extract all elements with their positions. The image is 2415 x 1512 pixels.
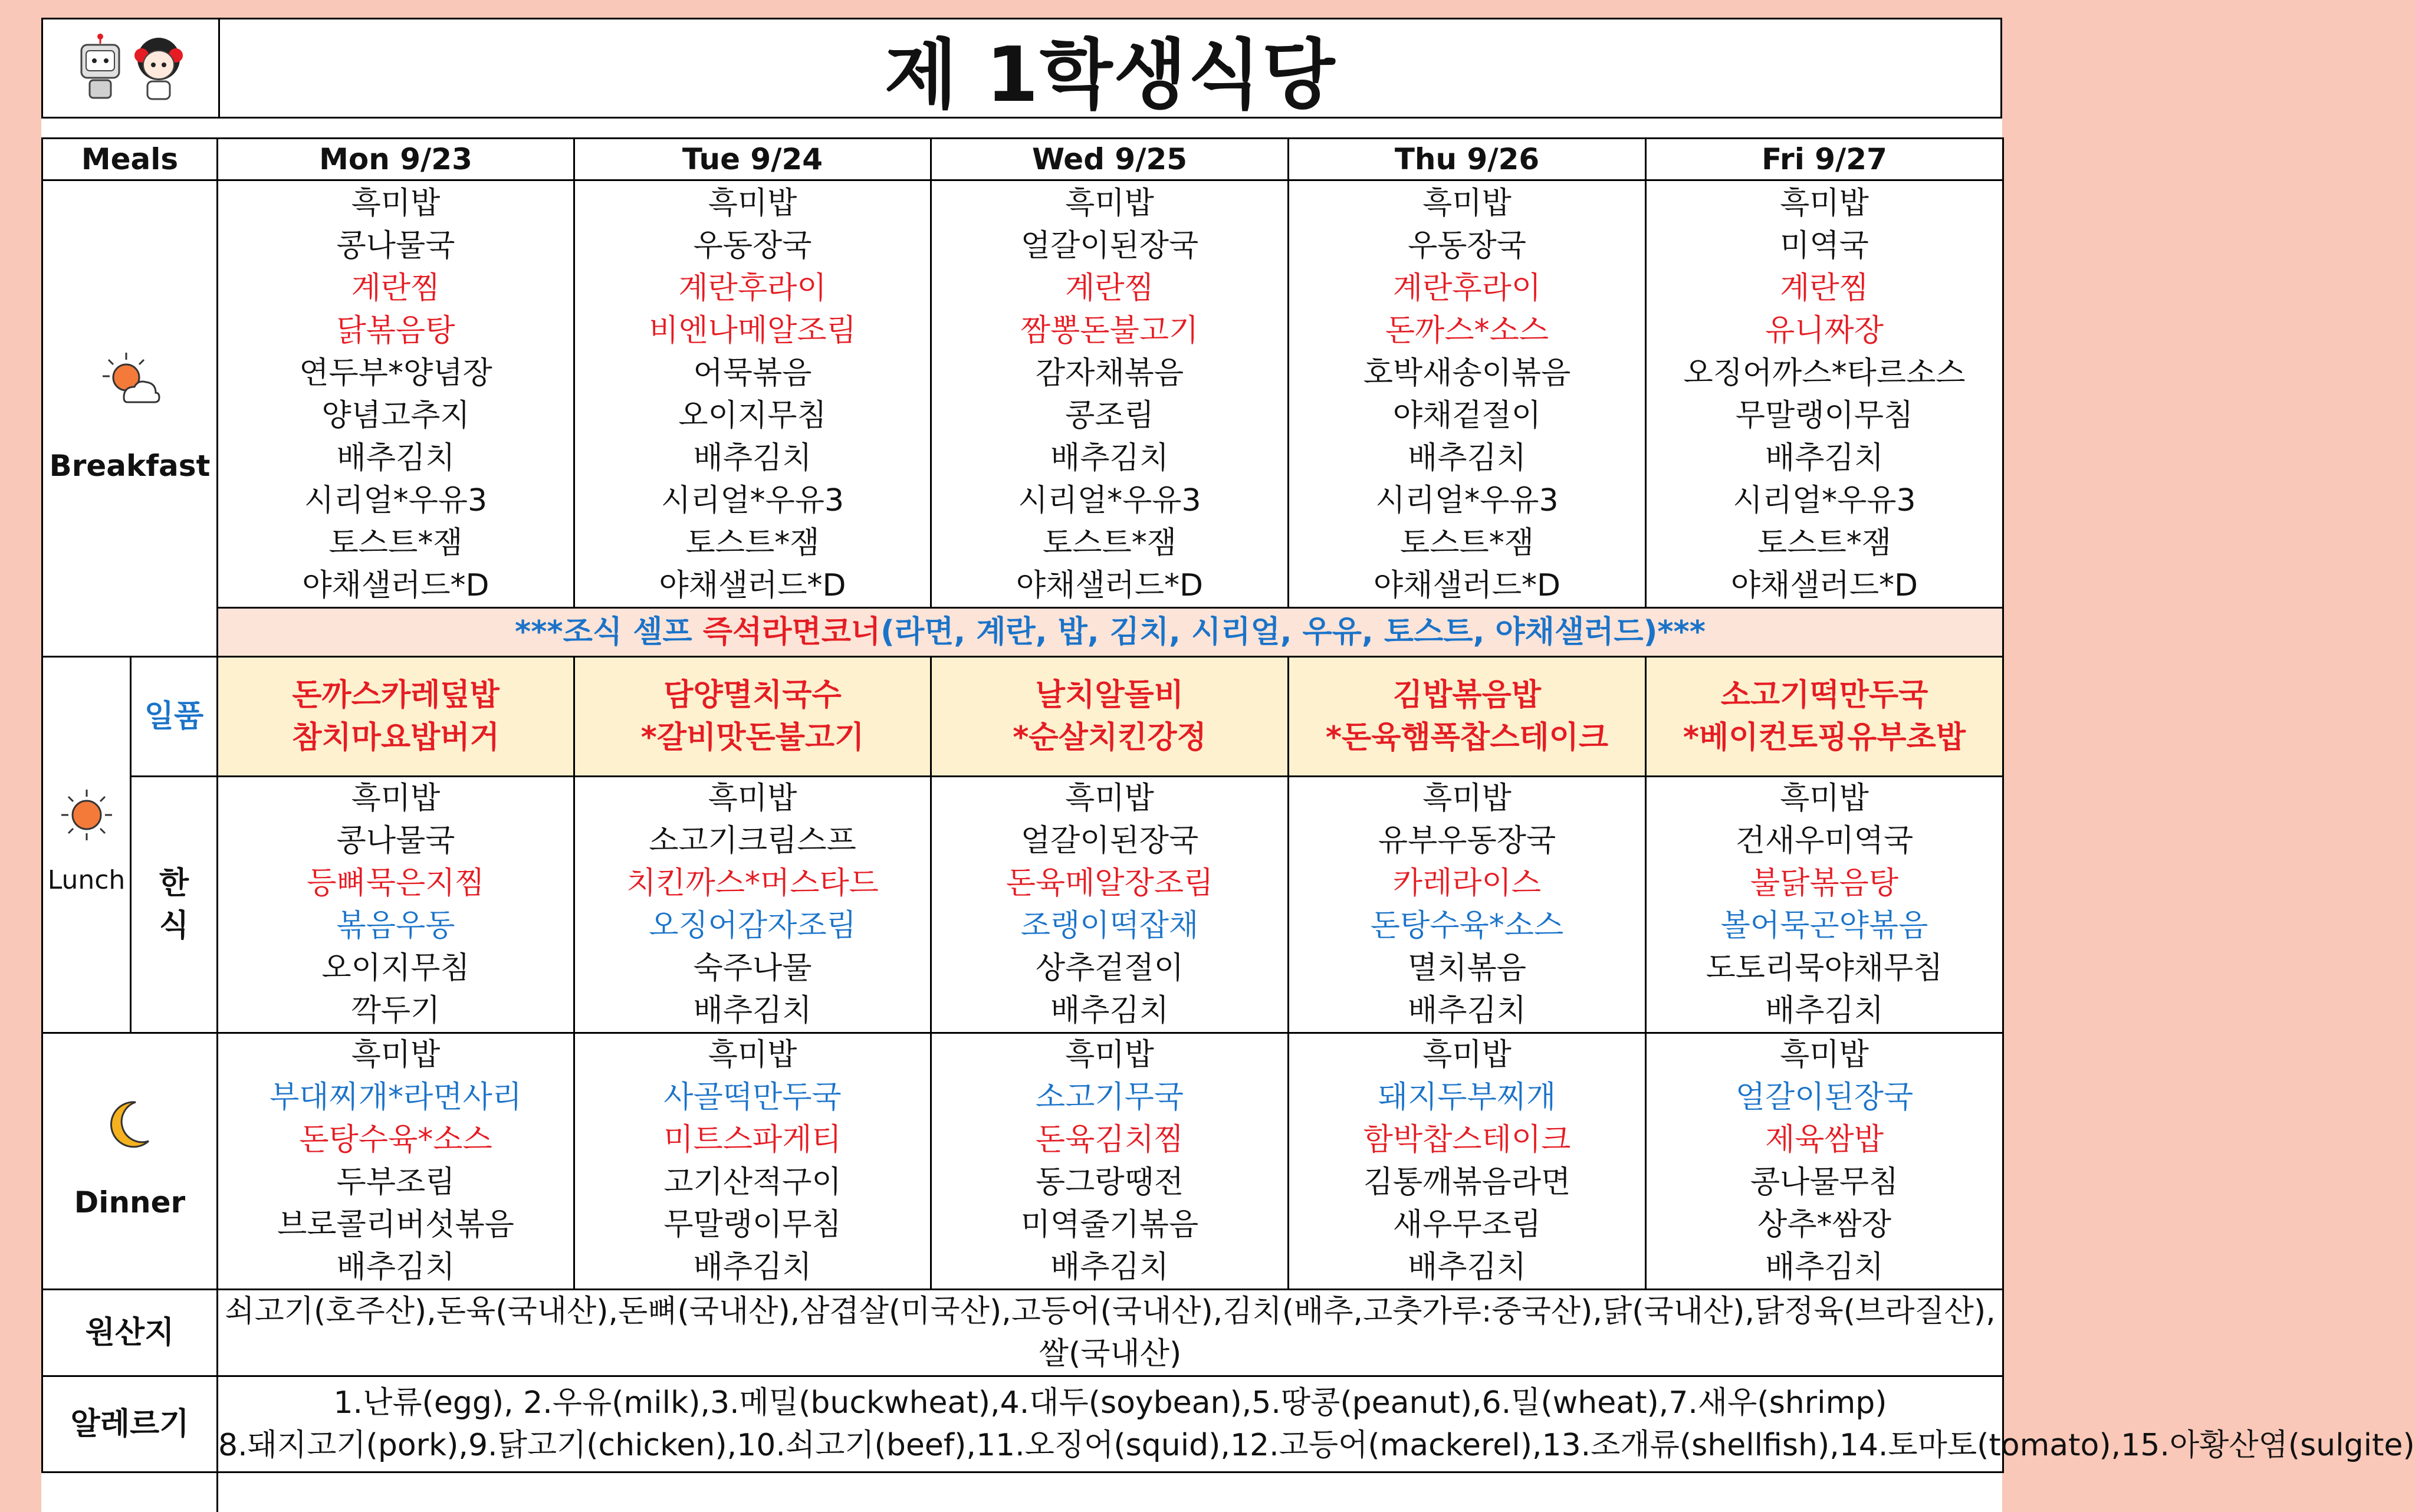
dish: 짬뽕돈불고기 <box>1020 313 1199 349</box>
dish: 계란후라이 <box>678 271 827 306</box>
self-bar-prefix: ***조식 셀프 <box>515 614 703 650</box>
dish: 도토리묵야채무침 <box>1706 951 1943 986</box>
dish: 야채샐러드*D <box>302 568 489 603</box>
dish: *갈비맛돈불고기 <box>640 720 865 755</box>
dish: 무말랭이무침 <box>663 1207 842 1243</box>
mascot-logo <box>43 19 220 117</box>
dish: 상추*쌈장 <box>1757 1207 1891 1243</box>
dish: 토스트*잼 <box>1043 525 1177 561</box>
dish: 흑미밥 <box>708 1037 797 1073</box>
dish-list <box>932 181 1287 607</box>
dish: 계란찜 <box>1065 271 1154 306</box>
dish: 미역줄기볶음 <box>1020 1207 1199 1243</box>
dish: 무말랭이무침 <box>1735 398 1914 433</box>
self-bar-row <box>42 608 2003 657</box>
breakfast-fri <box>1646 180 2003 608</box>
dish: 치킨까스*머스타드 <box>626 866 879 901</box>
dish: 흑미밥 <box>351 1037 441 1073</box>
lunch-hansik-row <box>42 777 2003 1033</box>
breakfast-thu <box>1289 180 1646 608</box>
ilpoom-fri <box>1646 657 2003 777</box>
hansik-tue <box>574 777 931 1033</box>
dish: 배추김치 <box>1050 1250 1169 1285</box>
dish: 콩조림 <box>1065 398 1154 433</box>
dish: 배추김치 <box>1765 441 1884 476</box>
dish: 소고기무국 <box>1035 1080 1184 1115</box>
dish: 배추김치 <box>336 441 455 476</box>
dish: 오이지무침 <box>678 398 827 433</box>
dish: 소고기떡만두국 <box>1720 678 1928 713</box>
dish: 우동장국 <box>1408 228 1526 264</box>
dish: 연두부*양념장 <box>299 356 492 391</box>
day-header-tue: Tue 9/24 <box>574 139 931 180</box>
page-title: 제 1학생식당 <box>884 31 1336 119</box>
dish: 야채샐러드*D <box>1373 568 1561 603</box>
breakfast-mon <box>218 180 574 608</box>
origin-label: 원산지 <box>42 1290 218 1376</box>
lunch-label-cell <box>42 657 131 1033</box>
dish: 미트스파게티 <box>663 1122 842 1158</box>
dish: 토스트*잼 <box>1757 525 1891 561</box>
dish: 돼지두부찌개 <box>1378 1080 1556 1115</box>
dish-list <box>1289 181 1645 607</box>
allergy-text <box>218 1376 2415 1472</box>
dish: 시리얼*우유3 <box>304 483 488 518</box>
dish: 어묵볶음 <box>693 356 812 391</box>
dish: 상추겉절이 <box>1035 951 1184 986</box>
dish: 야채샐러드*D <box>1016 568 1204 603</box>
dish: 흑미밥 <box>1065 186 1154 221</box>
dish: 호박새송이볶음 <box>1363 356 1571 391</box>
dish-list <box>1647 181 2002 607</box>
weekly-menu-table <box>41 137 2415 1473</box>
dish: 토스트*잼 <box>685 525 820 561</box>
dish: 시리얼*우유3 <box>1375 483 1559 518</box>
dish: 흑미밥 <box>1780 186 1869 221</box>
day-header-wed: Wed 9/25 <box>931 139 1289 180</box>
dish: 돈육김치찜 <box>1035 1122 1184 1158</box>
dish: 고기산적구이 <box>663 1165 842 1200</box>
dish: 우동장국 <box>693 228 812 264</box>
dish: 흑미밥 <box>351 781 441 816</box>
dish: 비엔나메알조림 <box>649 313 856 349</box>
breakfast-label: Breakfast <box>49 448 211 483</box>
dish: 흑미밥 <box>1780 781 1869 816</box>
dinner-label: Dinner <box>74 1185 186 1220</box>
hansik-thu <box>1289 777 1646 1033</box>
dish: 양념고추지 <box>321 398 470 433</box>
robot-mascot-icon <box>77 33 124 104</box>
moon-icon <box>106 1099 153 1152</box>
origin-text: 쇠고기(호주산),돈육(국내산),돈뼈(국내산),삼겹살(미국산),고등어(국내산),김치(배추,고춧가루:중국산),닭(국내산),닭정육(브라질산),쌀(국내산) <box>218 1290 2003 1376</box>
dinner-wed <box>931 1033 1289 1290</box>
dish: 시리얼*우유3 <box>1018 483 1201 518</box>
dish: 불닭볶음탕 <box>1750 866 1899 901</box>
allergy-line-2: 8.돼지고기(pork),9.닭고기(chicken),10.쇠고기(beef),11.오징어(squid),12.고등어(mackerel),13.조개류(shellfish),14.토마토(tomato),15.아황산염(sulgite) <box>218 1428 2415 1463</box>
dish: 사골떡만두국 <box>663 1080 842 1115</box>
day-header-mon: Mon 9/23 <box>218 139 574 180</box>
breakfast-tue <box>574 180 931 608</box>
dish: 배추김치 <box>1050 993 1169 1028</box>
allergy-row <box>42 1376 2003 1472</box>
dish: 동그랑땡전 <box>1035 1165 1184 1200</box>
day-header-row <box>42 139 2003 180</box>
dish: 흑미밥 <box>1422 1037 1512 1073</box>
dish: 담양멸치국수 <box>663 678 842 713</box>
dish: 오징어감자조림 <box>649 908 856 944</box>
dish: 배추김치 <box>336 1250 455 1285</box>
breakfast-label-cell <box>42 180 218 657</box>
lunch-ilpoom-row <box>42 657 2003 777</box>
ilpoom-wed <box>931 657 1289 777</box>
dish: 유니짜장 <box>1765 313 1884 349</box>
dish: 흑미밥 <box>1422 781 1512 816</box>
hansik-label-1: 한 <box>159 866 189 901</box>
dish: 계란후라이 <box>1392 271 1542 306</box>
dish: *순살치킨강정 <box>1013 720 1207 755</box>
dish: 카레라이스 <box>1392 866 1542 901</box>
dish-list <box>575 181 930 607</box>
ilpoom-thu <box>1289 657 1646 777</box>
hansik-label <box>131 777 218 1033</box>
dish: 숙주나물 <box>693 951 812 986</box>
left-column-extension <box>41 1468 218 1512</box>
hansik-fri <box>1646 777 2003 1033</box>
hansik-wed <box>931 777 1289 1033</box>
breakfast-row <box>42 180 2003 608</box>
dish: 시리얼*우유3 <box>1733 483 1916 518</box>
dish: 등뼈묵은지찜 <box>307 866 485 901</box>
dinner-row <box>42 1033 2003 1290</box>
dish: 소고기크림스프 <box>649 823 856 859</box>
dish: 흑미밥 <box>1422 186 1512 221</box>
dinner-tue <box>574 1033 931 1290</box>
dish: 볼어묵곤약볶음 <box>1720 908 1928 944</box>
dish: 시리얼*우유3 <box>661 483 845 518</box>
hansik-label-2: 식 <box>159 908 189 944</box>
dinner-fri <box>1646 1033 2003 1290</box>
dish: 오이지무침 <box>321 951 470 986</box>
dish: 멸치볶음 <box>1408 951 1526 986</box>
dish: 배추김치 <box>693 993 812 1028</box>
allergy-label: 알레르기 <box>42 1376 218 1472</box>
dish: 얼갈이된장국 <box>1020 823 1199 859</box>
dish: 감자채볶음 <box>1035 356 1184 391</box>
dish: 닭볶음탕 <box>336 313 455 349</box>
dish: 돈탕수육*소스 <box>299 1122 492 1158</box>
dinner-label-cell <box>42 1033 218 1290</box>
dish: 배추김치 <box>1408 1250 1526 1285</box>
dish: 토스트*잼 <box>1400 525 1534 561</box>
dish: *돈육햄폭찹스테이크 <box>1325 720 1609 755</box>
dish: 제육쌈밥 <box>1765 1122 1884 1158</box>
hansik-mon <box>218 777 574 1033</box>
sun-cloud-icon <box>100 350 159 409</box>
dish: 배추김치 <box>1765 1250 1884 1285</box>
dish: 야채겉절이 <box>1392 398 1542 433</box>
dish: 김밥볶음밥 <box>1392 678 1542 713</box>
dish: 함박찹스테이크 <box>1363 1122 1571 1158</box>
sun-icon <box>60 788 113 842</box>
day-header-fri: Fri 9/27 <box>1646 139 2003 180</box>
dish: 흑미밥 <box>708 186 797 221</box>
dish: 콩나물국 <box>336 823 455 859</box>
dish: 오징어까스*타르소스 <box>1683 356 1966 391</box>
ilpoom-mon <box>218 657 574 777</box>
dish: 토스트*잼 <box>328 525 463 561</box>
dish: 조랭이떡잡채 <box>1020 908 1199 944</box>
dish: 얼갈이된장국 <box>1735 1080 1914 1115</box>
dish: 부대찌개*라면사리 <box>270 1080 522 1115</box>
self-bar-suffix: (라면, 계란, 밥, 김치, 시리얼, 우유, 토스트, 야채샐러드)*** <box>880 614 1706 650</box>
dish: 미역국 <box>1780 228 1869 264</box>
dish-list <box>218 181 573 607</box>
dish: 배추김치 <box>1408 441 1526 476</box>
ilpoom-tue <box>574 657 931 777</box>
allergy-line-1: 1.난류(egg), 2.우유(milk),3.메밀(buckwheat),4.대두(soybean),5.땅콩(peanut),6.밀(wheat),7.새우(shrimp) <box>333 1385 1887 1421</box>
dish: 배추김치 <box>693 1250 812 1285</box>
self-bar-highlight: 즉석라면코너 <box>702 614 881 650</box>
dinner-thu <box>1289 1033 1646 1290</box>
dish: 브로콜리버섯볶음 <box>277 1207 514 1243</box>
dish: 참치마요밥버거 <box>292 720 500 755</box>
dish: *베이컨토핑유부초밥 <box>1683 720 1966 755</box>
dish: 돈탕수육*소스 <box>1370 908 1564 944</box>
dish: 계란찜 <box>351 271 441 306</box>
dish: 배추김치 <box>1050 441 1169 476</box>
ilpoom-label: 일품 <box>131 657 218 777</box>
dish: 흑미밥 <box>708 781 797 816</box>
page-header <box>41 18 2002 119</box>
dish: 깍두기 <box>351 993 441 1028</box>
dish: 볶음우동 <box>336 908 455 944</box>
dish: 돈까스*소스 <box>1385 313 1549 349</box>
dish: 계란찜 <box>1780 271 1869 306</box>
dish: 돈육메알장조림 <box>1006 866 1214 901</box>
dish: 배추김치 <box>1765 993 1884 1028</box>
dish: 배추김치 <box>1408 993 1526 1028</box>
lunch-label: Lunch <box>47 865 126 895</box>
dish: 흑미밥 <box>351 186 441 221</box>
dish: 건새우미역국 <box>1735 823 1914 859</box>
dinner-mon <box>218 1033 574 1290</box>
dish: 야채샐러드*D <box>1730 568 1918 603</box>
girl-mascot-icon <box>132 33 185 104</box>
meals-header: Meals <box>42 139 218 180</box>
self-ramen-banner <box>218 608 2003 657</box>
breakfast-wed <box>931 180 1289 608</box>
dish: 흑미밥 <box>1780 1037 1869 1073</box>
dish: 날치알돌비 <box>1035 678 1184 713</box>
dish: 배추김치 <box>693 441 812 476</box>
origin-row <box>42 1290 2003 1376</box>
day-header-thu: Thu 9/26 <box>1289 139 1646 180</box>
dish: 유부우동장국 <box>1378 823 1556 859</box>
dish: 돈까스카레덮밥 <box>292 678 500 713</box>
dish: 흑미밥 <box>1065 781 1154 816</box>
dish: 새우무조림 <box>1392 1207 1542 1243</box>
dish: 두부조림 <box>336 1165 455 1200</box>
dish: 김통깨볶음라면 <box>1363 1165 1571 1200</box>
dish: 콩나물무침 <box>1750 1165 1899 1200</box>
dish: 콩나물국 <box>336 228 455 264</box>
dish: 야채샐러드*D <box>659 568 846 603</box>
dish: 흑미밥 <box>1065 1037 1154 1073</box>
dish: 얼갈이된장국 <box>1020 228 1199 264</box>
